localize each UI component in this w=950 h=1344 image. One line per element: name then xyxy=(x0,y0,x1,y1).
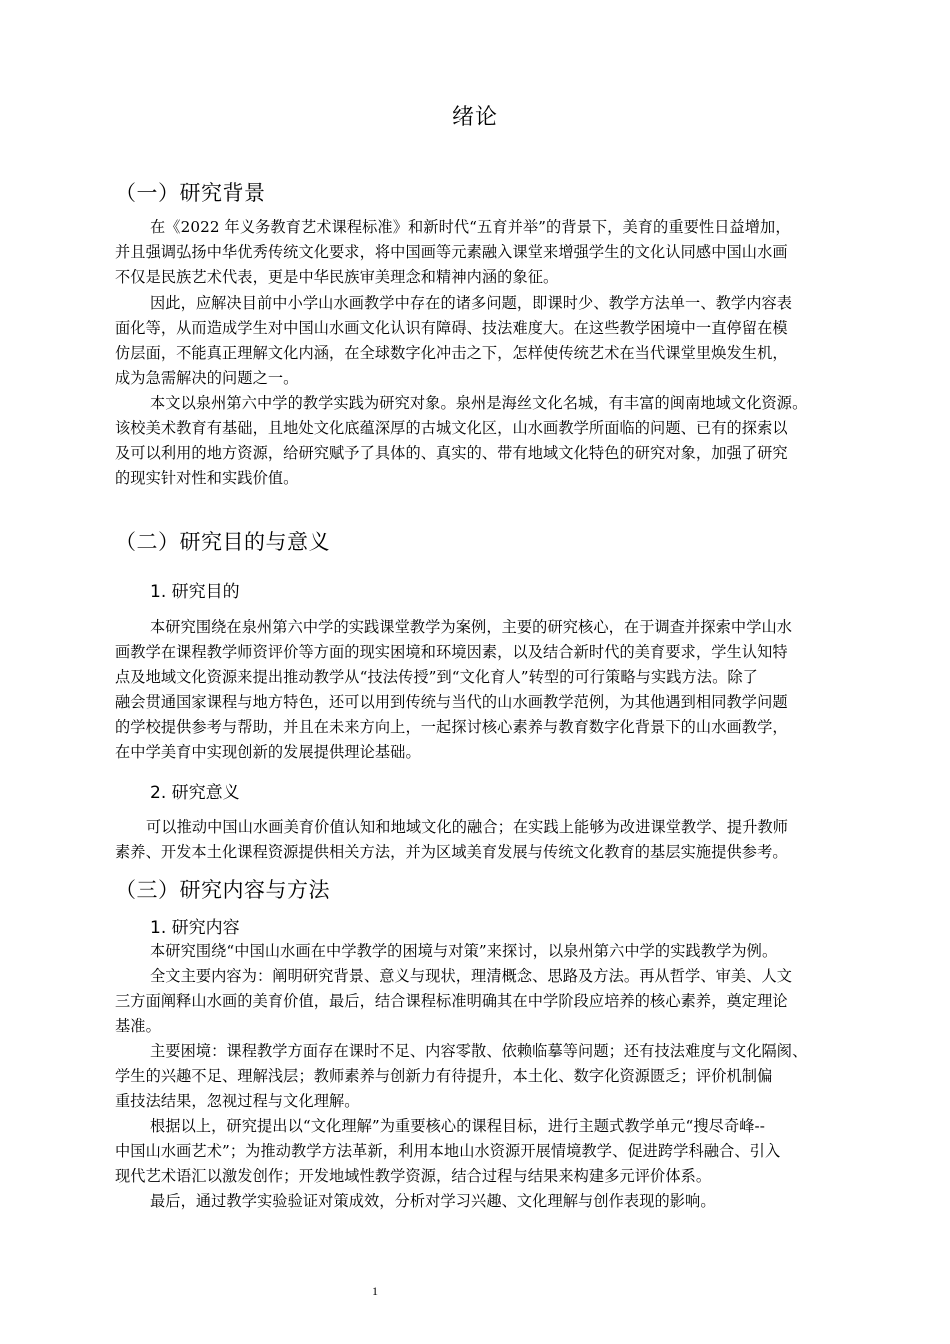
section-heading-content-methods: （三）研究内容与方法 xyxy=(115,878,330,902)
paragraph-line: 的现实针对性和实践价值。 xyxy=(115,469,299,487)
paragraph-line: 根据以上，研究提出以“文化理解”为重要核心的课程目标，进行主题式教学单元“搜尽奇峰-- xyxy=(150,1117,765,1135)
paragraph-line: 全文主要内容为：阐明研究背景、意义与现状，理清概念、思路及方法。再从哲学、审美、人文 xyxy=(150,967,793,985)
paragraph-line: 融会贯通国家课程与地方特色，还可以用到传统与当代的山水画教学范例，为其他遇到相同教学问题 xyxy=(115,693,788,711)
paragraph-line: 中国山水画艺术”；为推动教学方法革新，利用本地山水资源开展情境教学、促进跨学科融合、引入 xyxy=(115,1142,781,1160)
paragraph-line: 及可以利用的地方资源，给研究赋予了具体的、真实的、带有地域文化特色的研究对象，加强了研究 xyxy=(115,444,788,462)
paragraph-line: 成为急需解决的问题之一。 xyxy=(115,369,299,387)
paragraph-line: 仿层面，不能真正理解文化内涵，在全球数字化冲击之下，怎样使传统艺术在当代课堂里焕发生机， xyxy=(115,344,788,362)
paragraph-line: 的学校提供参考与帮助，并且在未来方向上，一起探讨核心素养与教育数字化背景下的山水画教学， xyxy=(115,718,788,736)
paragraph-line: 在中学美育中实现创新的发展提供理论基础。 xyxy=(115,743,421,761)
paragraph-line: 三方面阐释山水画的美育价值，最后，结合课程标准明确其在中学阶段应培养的核心素养，奠定理论 xyxy=(115,992,788,1010)
paragraph-line: 本研究围绕“中国山水画在中学教学的困境与对策”来探讨，以泉州第六中学的实践教学为例。 xyxy=(150,942,778,960)
paragraph-line: 点及地域文化资源来提出推动教学从“技法传授”到“文化育人”转型的可行策略与实践方法。除了 xyxy=(115,668,758,686)
paragraph-line: 在《2022 年义务教育艺术课程标准》和新时代“五育并举”的背景下，美育的重要性日益增加， xyxy=(150,218,791,236)
paragraph-line: 并且强调弘扬中华优秀传统文化要求，将中国画等元素融入课堂来增强学生的文化认同感中国山水画 xyxy=(115,243,788,261)
page-title: 绪论 xyxy=(451,105,498,130)
subsection-heading-significance: 2. 研究意义 xyxy=(150,783,240,803)
paragraph-line: 可以推动中国山水画美育价值认知和地域文化的融合；在实践上能够为改进课堂教学、提升教师 xyxy=(146,818,789,836)
paragraph-line: 本研究围绕在泉州第六中学的实践课堂教学为案例，主要的研究核心，在于调查并探索中学山水 xyxy=(150,618,793,636)
section-heading-purpose: （二）研究目的与意义 xyxy=(115,530,330,554)
paragraph-line: 素养、开发本土化课程资源提供相关方法，并为区域美育发展与传统文化教育的基层实施提供参考。 xyxy=(115,843,788,861)
paragraph-line: 学生的兴趣不足、理解浅层；教师素养与创新力有待提升，本土化、数字化资源匮乏；评价机制偏 xyxy=(115,1067,773,1085)
subsection-heading-purpose: 1. 研究目的 xyxy=(150,582,240,602)
paragraph-line: 不仅是民族艺术代表，更是中华民族审美理念和精神内涵的象征。 xyxy=(115,268,559,286)
paragraph-line: 重技法结果，忽视过程与文化理解。 xyxy=(115,1092,360,1110)
paragraph-line: 现代艺术语汇以激发创作；开发地域性教学资源，结合过程与结果来构建多元评价体系。 xyxy=(115,1167,712,1185)
paragraph-line: 该校美术教育有基础，且地处文化底蕴深厚的古城文化区，山水画教学所面临的问题、已有的探索以 xyxy=(115,419,788,437)
section-heading-background: （一）研究背景 xyxy=(115,181,266,205)
paragraph-line: 因此，应解决目前中小学山水画教学中存在的诸多问题，即课时少、教学方法单一、教学内容表 xyxy=(150,294,793,312)
paragraph-line: 最后，通过教学实验验证对策成效，分析对学习兴趣、文化理解与创作表现的影响。 xyxy=(150,1192,716,1210)
paragraph-line: 画教学在课程教学师资评价等方面的现实困境和环境因素，以及结合新时代的美育要求，学生认知特 xyxy=(115,643,788,661)
paragraph-line: 本文以泉州第六中学的教学实践为研究对象。泉州是海丝文化名城，有丰富的闽南地域文化资源。 xyxy=(150,394,808,412)
paragraph-line: 面化等，从而造成学生对中国山水画文化认识有障碍、技法难度大。在这些教学困境中一直停留在模 xyxy=(115,319,788,337)
page-number: 1 xyxy=(372,1284,378,1298)
paragraph-line: 基准。 xyxy=(115,1017,161,1035)
subsection-heading-content: 1. 研究内容 xyxy=(150,918,240,938)
paragraph-line: 主要困境：课程教学方面存在课时不足、内容零散、依赖临摹等问题；还有技法难度与文化隔阂、 xyxy=(150,1042,808,1060)
